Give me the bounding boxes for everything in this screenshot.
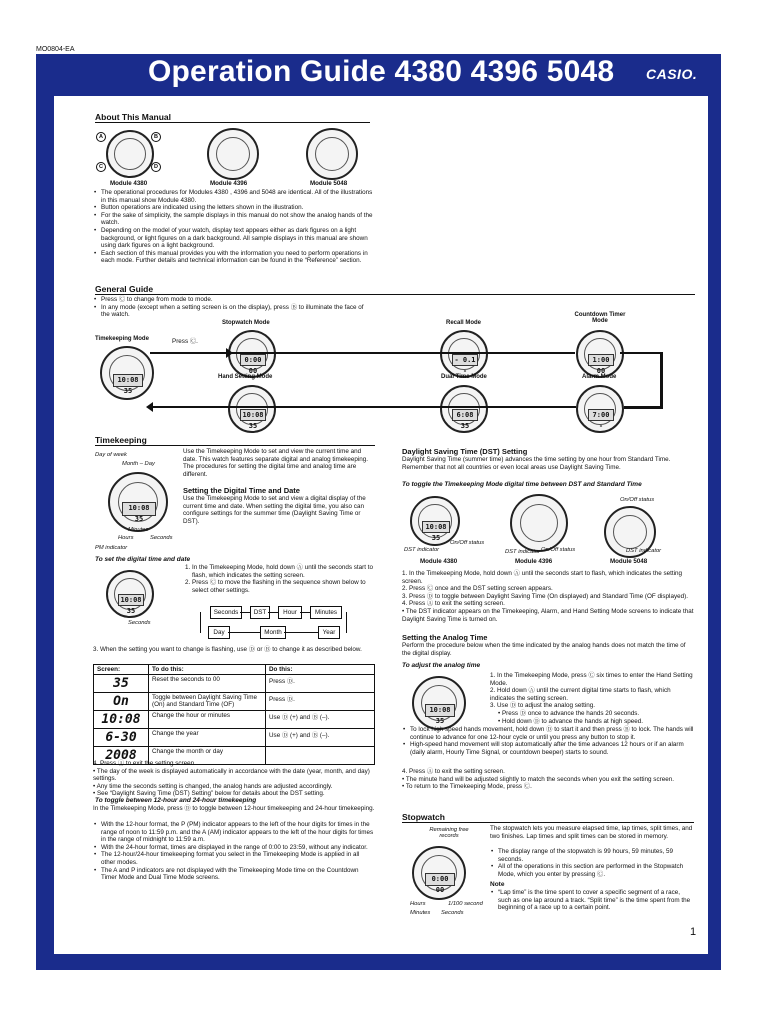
timekeeping-intro: Use the Timekeeping Mode to set and view the current time and date. This watch features separate digital and analog timekeeping. The procedures for setting the digital time and analog time are different.	[183, 448, 369, 478]
dst-text: Daylight Saving Time (summer time) advances the time setting by one hour from Standard Time. Remember that not all countries or even local areas use Daylight Saving Time.	[402, 456, 671, 471]
flow-arrow	[620, 352, 660, 354]
diagram-label: On/Off status	[541, 547, 576, 553]
diagram-label: Hours	[410, 901, 426, 907]
step-3: 3. When the setting you want to change is flashing, use Ⓓ or Ⓑ to change it as described below.	[93, 646, 362, 653]
table-row: 2008 Change the month or day	[94, 747, 375, 765]
flow-arrow	[346, 612, 347, 633]
toggle-bullets	[93, 821, 375, 882]
flow-arrow	[268, 612, 278, 613]
mode-label: Hand Setting Mode	[218, 374, 273, 380]
flow-arrow	[228, 632, 260, 633]
diagram-label: On/Off status	[450, 540, 485, 546]
stopwatch-watch-diagram: 0:00 00	[412, 846, 466, 900]
setting-watch-diagram: 10:08 35	[106, 570, 154, 618]
list-item: • Depending on the model of your watch, display text appears either as dark figures on a light background, or light figures on a dark background. All sample displays in this manual are shown using dark figures on a light background.	[101, 227, 375, 250]
stopwatch-bullets	[490, 848, 694, 878]
table-header: Do this:	[266, 665, 375, 675]
flow-arrow	[200, 612, 201, 633]
list-item: • For the sake of simplicity, the sample displays in this manual do not show the analog hands of the watch.	[101, 212, 375, 227]
button-b-icon: B	[151, 132, 161, 142]
page-number: 1	[690, 926, 697, 938]
adjust-heading: To adjust the analog time	[402, 662, 481, 669]
sequence-box: Minutes	[310, 606, 342, 619]
sequence-box: Seconds	[210, 606, 242, 619]
general-bullets	[93, 296, 373, 319]
flow-arrow	[240, 612, 250, 613]
about-heading: About This Manual	[95, 112, 370, 123]
press-c-label: Press Ⓒ.	[172, 338, 198, 345]
watch-stopwatch: 0:00 00	[228, 330, 276, 378]
list-item: • To lock high speed hands movement, hold down Ⓓ to start it and then press Ⓑ to lock. The hands will continue to advance for one 12-hour cycle or until you press any button to stop it.	[410, 726, 694, 741]
diagram-label: Seconds	[441, 910, 464, 916]
analog-after: 4. Press Ⓐ to exit the setting screen. • The minute hand will be adjusted slightly to match the seconds when you exit the setting screen. • To return to the Timekeeping Mode, press Ⓒ.	[402, 768, 674, 791]
analog-text: Perform the procedure below when the time indicated by the analog hands does not match the time of the digital display.	[402, 642, 686, 657]
diagram-label: Hours	[118, 535, 134, 541]
set-text: Use the Timekeeping Mode to set and view a digital display of the current time and date. When setting the digital time, you also can configure settings for the summer time (Daylight Saving Time or DST).	[183, 495, 366, 525]
dst-toggle-heading: To toggle the Timekeeping Mode digital time between DST and Standard Time	[402, 481, 642, 488]
note-heading: Note	[490, 881, 505, 888]
flow-arrow	[624, 406, 663, 409]
list-item: • The display range of the stopwatch is 99 hours, 59 minutes, 59 seconds.	[498, 848, 694, 863]
diagram-label: DST indicator	[505, 549, 541, 555]
dst-watch-4396	[510, 494, 568, 552]
module-label: Module 5048	[310, 180, 348, 187]
watch-4396-illustration	[207, 128, 259, 180]
arrow-head-icon	[226, 348, 233, 358]
list-item: • “Lap time” is the time spent to cover a specific segment of a race, such as one lap around a track. “Split time” is the time spent from the beginning of a race up to a certain point.	[498, 889, 694, 912]
watch-hand-setting: 10:08 35	[228, 385, 276, 433]
button-d-icon: D	[151, 162, 161, 172]
diagram-label: PM indicator	[95, 545, 128, 551]
list-item: • With the 24-hour format, times are displayed in the range of 0:00 to 23:59, without any indicator.	[101, 844, 375, 852]
list-item: • Press Ⓒ to change from mode to mode.	[101, 296, 373, 304]
table-header: Screen:	[94, 665, 149, 675]
analog-steps: 1. In the Timekeeping Mode, press Ⓒ six times to enter the Hand Setting Mode. 2. Hold down Ⓐ until the current digital time starts to flash, which indicates the setting screen. 3. Use Ⓓ to adjust the analog setting. • Press Ⓓ once to advance the hands 20 seconds. • Hold down Ⓓ to advance the hands at high speed.	[490, 672, 693, 725]
diagram-label: Day of week	[95, 452, 127, 458]
note-bullets	[490, 889, 694, 912]
to-set-heading: To set the digital time and date	[95, 556, 191, 563]
toggle-text: In the Timekeeping Mode, press Ⓓ to toggle between 12-hour timekeeping and 24-hour timekeeping.	[93, 805, 375, 812]
mode-label: Recall Mode	[446, 320, 482, 326]
flow-arrow	[150, 406, 576, 408]
diagram-label: DST indicator	[626, 548, 662, 554]
diagram-label: Month – Day	[122, 461, 155, 467]
analog-watch-diagram: 10:08 35	[412, 676, 466, 730]
mode-label: Countdown Timer Mode	[574, 312, 626, 324]
list-item: • Button operations are indicated using the letters shown in the illustration.	[101, 204, 375, 212]
stopwatch-heading: Stopwatch	[402, 812, 694, 823]
table-row: 10:08 Change the hour or minutes Use Ⓓ (+) and Ⓑ (–).	[94, 711, 375, 729]
brand-logo: CASIO.	[646, 66, 698, 82]
diagram-label: 1/100 second	[448, 901, 483, 907]
table-row: 35 Reset the seconds to 00 Press Ⓓ.	[94, 675, 375, 693]
sequence-box: Year	[318, 626, 340, 639]
sequence-box: Month	[260, 626, 286, 639]
list-item: • All of the operations in this section are performed in the Stopwatch Mode, which you enter by pressing Ⓒ.	[498, 863, 694, 878]
table-row: On Toggle between Daylight Saving Time (On) and Standard Time (OF) Press Ⓓ.	[94, 693, 375, 711]
analog-heading: Setting the Analog Time	[402, 633, 488, 642]
sequence-box: Hour	[278, 606, 302, 619]
timekeeping-heading: Timekeeping	[95, 435, 375, 446]
diagram-label: On/Off status	[620, 497, 655, 503]
list-item: • The operational procedures for Modules 4380 , 4396 and 5048 are identical. All of the illustrations in this manual show Module 4380.	[101, 189, 375, 204]
dst-steps: 1. In the Timekeeping Mode, hold down Ⓐ until the seconds start to flash, which indicates the setting screen. 2. Press Ⓒ once and the DST setting screen appears. 3. Press Ⓓ to toggle between Daylight Saving Time (On displayed) and Standard Time (OF displayed). 4. Press Ⓐ to exit the setting screen. • The DST indicator appears on the Timekeeping, Alarm, and Hand Setting Mode screens to indicate that Daylight Saving Time is turned on.	[402, 570, 694, 623]
toggle-heading: To toggle between 12-hour and 24-hour timekeeping	[95, 797, 257, 804]
page-title: Operation Guide 4380 4396 5048	[148, 55, 615, 88]
list-item: 1. In the Timekeeping Mode, hold down Ⓐ until the seconds start to flash, which indicates the setting screen.	[192, 564, 373, 579]
module-label: Module 4396	[210, 180, 248, 187]
flow-arrow	[660, 352, 663, 408]
mode-label: Alarm Mode	[582, 374, 617, 380]
watch-5048-illustration	[306, 128, 358, 180]
sequence-box: Day	[208, 626, 230, 639]
after-steps: 4. Press Ⓐ to exit the setting screen. • The day of the week is displayed automatically in accordance with the date (year, month, and day) settings. • Any time the seconds setting is changed, the analog hands are adjusted accordingly. • See “Daylight Saving Time (DST) Setting” below for details about the DST setting.	[93, 760, 370, 798]
module-label: Module 5048	[610, 558, 648, 565]
diagram-label: DST indicator	[404, 547, 440, 553]
sequence-box: DST	[250, 606, 270, 619]
stopwatch-intro: The stopwatch lets you measure elapsed time, lap times, split times, and two finishes. Lap times and split times can be stored in memory.	[490, 825, 693, 840]
watch-alarm: 7:00 -	[576, 385, 624, 433]
set-heading: Setting the Digital Time and Date	[183, 486, 300, 495]
timekeeping-watch-diagram: 10:08 35	[108, 472, 168, 532]
arrow-head-icon	[146, 402, 153, 412]
diagram-label: Remaining free records	[429, 827, 469, 839]
dst-watch-4380: 10:08 35	[410, 496, 460, 546]
general-heading: General Guide	[95, 284, 695, 295]
flow-arrow	[300, 612, 310, 613]
table-row: 6-30 Change the year Use Ⓓ (+) and Ⓑ (–).	[94, 729, 375, 747]
watch-4380-illustration	[106, 130, 154, 178]
watch-countdown: 1:00 00	[576, 330, 624, 378]
watch-timekeeping: 10:08 35	[100, 346, 154, 400]
list-item: • In any mode (except when a setting screen is on the display), press Ⓑ to illuminate the face of the watch.	[101, 304, 373, 319]
watch-dual-time: 6:08 35	[440, 385, 488, 433]
settings-table	[93, 664, 375, 765]
module-label: Module 4396	[515, 558, 553, 565]
dst-heading: Daylight Saving Time (DST) Setting	[402, 447, 528, 456]
module-label: Module 4380	[110, 180, 148, 187]
watch-recall: - 0.1 -	[440, 330, 488, 378]
about-bullets	[93, 189, 375, 265]
mode-label: Timekeeping Mode	[95, 336, 149, 342]
diagram-label: Minutes	[410, 910, 431, 916]
document-code: MO0804-EA	[36, 46, 75, 53]
table-header: To do this:	[149, 665, 266, 675]
flow-arrow	[150, 352, 575, 354]
list-item: • Each section of this manual provides you with the information you need to perform operations in each mode. Further details and technical information can be found in the “Reference” section.	[101, 250, 375, 265]
module-label: Module 4380	[420, 558, 458, 565]
mode-label: Dual Time Mode	[441, 374, 487, 380]
list-item: • High-speed hand movement will stop automatically after the time advances 12 hours or if an alarm (daily alarm, Hourly Time Signal, or countdown beeper) starts to sound.	[410, 741, 694, 756]
diagram-label: Seconds	[128, 620, 151, 626]
list-item: • The A and P indicators are not displayed with the Timekeeping Mode time on the Countdown Timer Mode and Dual Time Mode screens.	[101, 867, 375, 882]
list-item: • The 12-hour/24-hour timekeeping format you select in the Timekeeping Mode is applied in all other modes.	[101, 851, 375, 866]
diagram-label: Minutes	[128, 527, 149, 533]
diagram-label: Seconds	[150, 535, 173, 541]
mode-label: Stopwatch Mode	[222, 320, 270, 326]
flow-arrow	[284, 632, 318, 633]
analog-bullets	[402, 726, 694, 756]
list-item: • With the 12-hour format, the P (PM) indicator appears to the left of the hour digits for times in the range of noon to 11:59 p.m. and the A (AM) indicator appears to the left of the hour digits for times in the range of midnight to 11:59 a.m.	[101, 821, 375, 844]
list-item: 2. Press Ⓒ to move the flashing in the sequence shown below to select other settings.	[192, 579, 373, 594]
button-a-icon: A	[96, 132, 106, 142]
button-c-icon: C	[96, 162, 106, 172]
set-steps	[183, 564, 373, 594]
